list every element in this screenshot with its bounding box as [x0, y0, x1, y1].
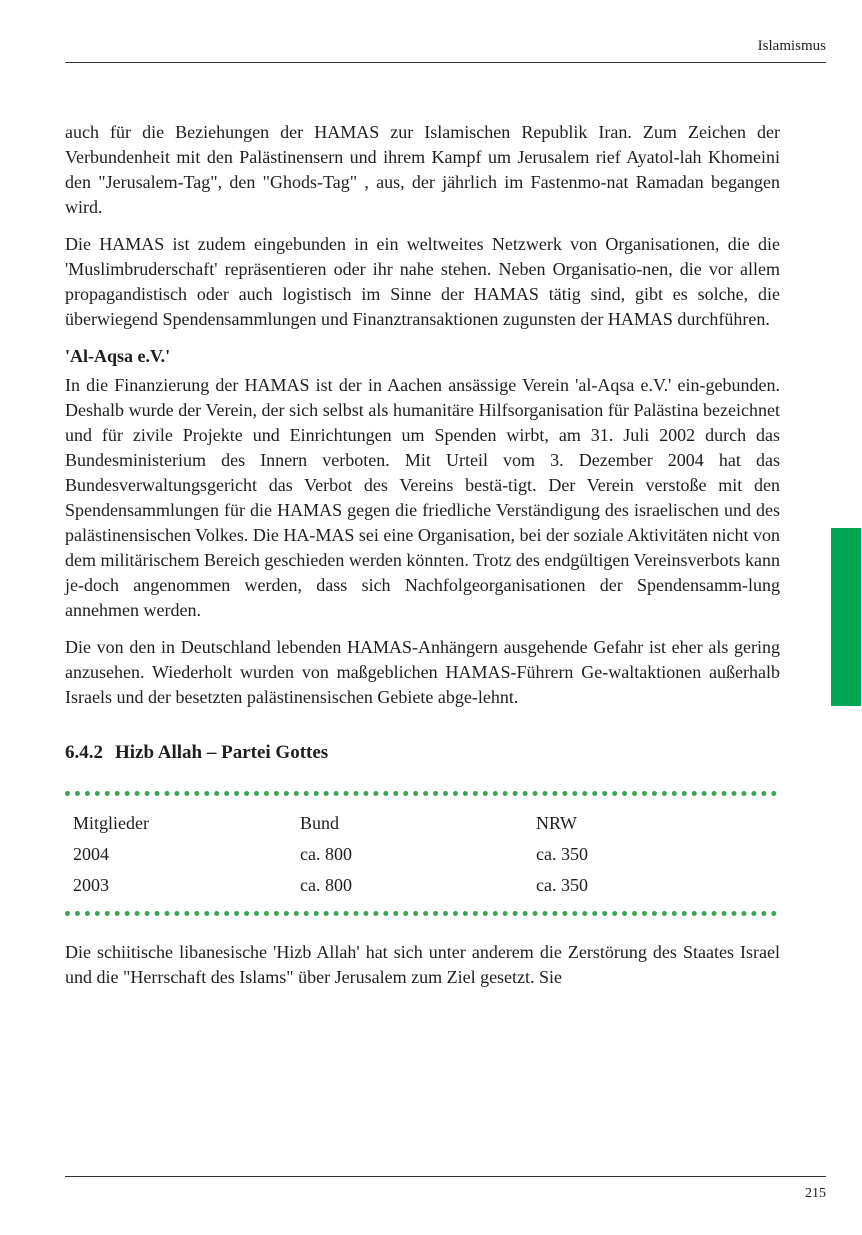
table-cell: ca. 350 — [536, 875, 588, 895]
section-title: Hizb Allah – Partei Gottes — [115, 742, 329, 763]
subsection-heading-al-aqsa: 'Al-Aqsa e.V.' — [65, 346, 171, 366]
table-row — [73, 870, 736, 901]
body-paragraph-1: auch für die Beziehungen der HAMAS zur Islamischen Republik Iran. Zum Zeichen der Verbundenheit mit den Palästinensern und ihrem Kampf um Jerusalem rief Ayatol-lah Khomeini den "Jerusalem-Tag", den "Ghods-Tag" , aus, der jährlich im Fastenmo-nat Ramadan begangen wird. — [65, 122, 780, 217]
page-body — [65, 120, 780, 1002]
table-cell: ca. 800 — [300, 844, 352, 864]
body-paragraph-2: Die HAMAS ist zudem eingebunden in ein weltweites Netzwerk von Organisationen, die die 'Muslimbruderschaft' repräsentieren oder ihr nahe stehen. Neben Organisatio-nen, die vor allem propagandistisch oder auch logistisch im Sinne der HAMAS tätig sind, gibt es solche, die überwiegend Spendensammlungen und Finanztransaktionen zugunsten der HAMAS durchführen. — [65, 234, 780, 329]
al-aqsa-paragraph-2: Die von den in Deutschland lebenden HAMAS-Anhängern ausgehende Gefahr ist eher als gering anzusehen. Wiederholt wurden von maßgeblichen HAMAS-Führern Ge-waltaktionen außerhalb Israels und der besetzten palästinensischen Gebiete abge-lehnt. — [65, 637, 780, 707]
table-bottom-dotted-rule — [65, 911, 777, 916]
section-heading-hizb-allah — [65, 740, 780, 765]
table-header-row — [73, 808, 736, 839]
table-cell: 2004 — [73, 844, 109, 864]
running-header-title: Islamismus — [757, 38, 826, 54]
table-header-cell: NRW — [536, 813, 578, 833]
chapter-side-tab — [831, 528, 861, 706]
section-number: 6.4.2 — [65, 742, 103, 763]
membership-table — [73, 808, 736, 901]
table-row — [73, 839, 736, 870]
table-cell: 2003 — [73, 875, 109, 895]
hizb-allah-paragraph: Die schiitische libanesische 'Hizb Allah' hat sich unter anderem die Zerstörung des Staates Israel und die "Herrschaft des Islams" über Jerusalem zum Ziel gesetzt. Sie — [65, 942, 780, 987]
table-top-dotted-rule — [65, 791, 777, 796]
al-aqsa-paragraph-1: In die Finanzierung der HAMAS ist der in Aachen ansässige Verein 'al-Aqsa e.V.' ein-gebunden. Deshalb wurde der Verein, der sich selbst als humanitäre Hilfsorganisation für Palästina bezeichnet und für zivile Projekte und Einrichtungen um Spenden wirbt, am 31. Juli 2002 durch das Bundesministerium des Innern verboten. Mit Urteil vom 3. Dezember 2004 hat das Bundesverwaltungsgericht das Verbot des Vereins bestä-tigt. Der Verein verstoße mit den Spendensammlungen für die HAMAS gegen die friedliche Verständigung des israelischen und des palästinensischen Volkes. Die HA-MAS sei eine Organisation, bei der soziale Aktivitäten nicht von dem militärischem Bereich geschieden werden könnten. Trotz des endgültigen Vereinsverbots kann je-doch angenommen werden, dass sich Nachfolgeorganisationen der Spendensamm-lung annehmen werden. — [65, 375, 780, 620]
table-header-cell: Mitglieder — [73, 813, 149, 833]
footer-rule — [65, 1176, 826, 1177]
table-cell: ca. 800 — [300, 875, 352, 895]
header-rule — [65, 62, 826, 63]
table-header-cell: Bund — [300, 813, 340, 833]
page-number: 215 — [805, 1186, 826, 1201]
table-cell: ca. 350 — [536, 844, 588, 864]
